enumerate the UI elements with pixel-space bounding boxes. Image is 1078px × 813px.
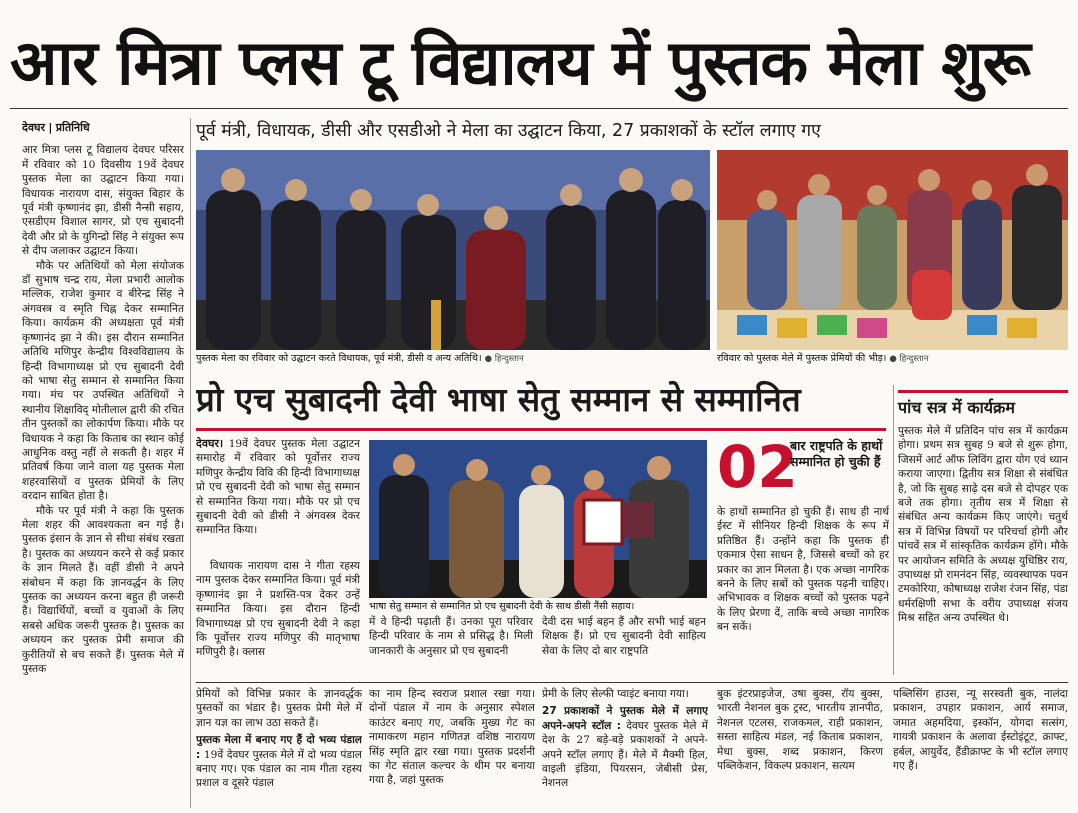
main-headline: आर मित्रा प्लस टू विद्यालय में पुस्तक मेला शुरू [10,26,1030,99]
inauguration-photo [196,150,710,350]
photo1-caption [196,352,710,366]
bottom-col-2 [369,687,535,811]
story2-col-d-text: देवी दस भाई बहन हैं और सभी भाई बहन शिक्षक हैं। प्रो एच सुबादनी देवी साहित्य सेवा के लिए दो बार राष्ट्रपति [542,616,706,657]
photo2-caption-text: रविवार को पुस्तक मेले में पुस्तक प्रेमियों की भीड़। [717,353,887,364]
story2-col-a-text: 19वें देवघर पुस्तक मेला उद्घाटन समारोह में रविवार को पूर्वोत्तर राज्य मणिपुर केन्द्रीय विवि की हिन्दी विभागाध्यक्ष प्रो एच सुबादनी देवी को भाषा सेतु सम्मान से सम्मानित किया गया। मौके पर प्रो एच सुबादनी देवी को डीसी ने अंगवस्त्र देकर सम्मानित किया। [196,438,360,537]
photo2-caption [717,352,1068,366]
bottom-col-3-rest: देवघर पुस्तक मेले में देश के 27 बड़े-बड़े प्रकाशकों ने अपने- अपने स्टॉल लगाए हैं। मेले में मैक्मी हिल, वाइली इंडिया, पियरसन, जेबीसी प्रेस, नेशनल [542,719,708,790]
byline-place: देवघर [22,121,45,134]
bottom-col-1-subhead: पुस्तक मेला में बनाए गए हैं दो भव्य पंडाल : [196,734,362,761]
highlight-text: बार राष्ट्रपति के हाथों सम्मानित हो चुकी हैं [790,438,883,469]
subheadline: पूर्व मंत्री, विधायक, डीसी और एसडीओ ने मेला का उद्घाटन किया, 27 प्रकाशकों के स्टॉल लगाए गए [196,121,821,141]
bottom-col-1-rest: 19वें देवघर पुस्तक मेले में दो भव्य पंडाल बनाए गए। एक पंडाल का नाम गीता रहस्य प्रशाल व दूसरे पंडाल [196,748,362,790]
bottom-col-4 [717,687,883,811]
bottom-col-1 [196,687,362,811]
highlight-continued-text: के हाथों सम्मानित हो चुकी हैं। साथ ही नार्थ ईस्ट में सीनियर हिन्दी शिक्षक के रूप में प्रतिष्ठित हैं। उन्होंने कहा कि पुस्तक ही एकमात्र ऐसा साधन है, जिससे बच्चों को हर प्रकार का ज्ञान मिलता है। एक अच्छा नागरिक बनने के लिए सबों को पुस्तक पढ़नी चाहिए। अभिभावक व शिक्षक बच्चों को पुस्तक पढ़ने के लिए प्रेरणा दें, ताकि बच्चे अच्छा नागरिक बन सकें। [717,506,889,634]
left-para-2: मौके पर अतिथियों को मेला संयोजक डॉ सुभाष चन्द्र राय, मेला प्रभारी आलोक मल्लिक, राजेश कुमार व बीरेन्द्र सिंह ने अंगवस्त्र व स्मृति चिह्न देकर सम्मानित किया। कार्यक्रम की अध्यक्षता पूर्व मंत्री कृष्णानंद झा ने की। इस दौरान सम्मानित अतिथि मणिपुर केन्द्रीय विश्वविद्यालय के हिन्दी विभागाध्यक्ष प्रो एच सुबादनी देवी को भाषा सेतु सम्मान से सम्मानित किया गया। मंच पर उपस्थित अतिथियों ने स्थानीय शिक्षाविद् मोतीलाल द्वारी की रचित तीन पुस्तकों का लोकार्पण किया। मौके पर विधायक ने कहा कि किताब का स्थान कोई आधुनिक वस्तु नहीं ले सकती है। शहर में प्रतिवर्ष किया जाने वाला यह पुस्तक मेला शहरवासियों व पुस्तक प्रेमियों के लिए वरदान साबित होता है। [22,259,184,503]
photo1-caption-text: पुस्तक मेला का रविवार को उद्घाटन करते विधायक, पूर्व मंत्री, डीसी व अन्य अतिथि। [196,353,482,364]
byline-reporter: प्रतिनिधि [55,121,90,134]
story2-col-d [542,615,706,675]
photo3-caption: भाषा सेतु सम्मान से सम्मानित प्रो एच सुबादनी देवी के साथ डीसी नैंसी सहाय। [369,601,635,612]
bottom-col-1-text: प्रेमियों को विभिन्न प्रकार के ज्ञानवर्द्धक पुस्तकों का भंडार है। पुस्तक प्रेमी मेले में ज्ञान यज्ञ का लाभ उठा सकते हैं। [196,688,362,729]
sidebar-body [898,424,1068,676]
story2-col-a [196,437,360,555]
bottom-col-5 [893,687,1068,811]
story2-col-c [369,615,533,675]
sidebar-divider [893,385,894,675]
bottom-rule [196,682,1068,683]
bottom-col-3-text: प्रेमी के लिए सेल्फी प्वाइंट बनाया गया। [542,688,689,700]
second-headline-rule [196,428,886,431]
story2-col-c-text: में वे हिन्दी पढ़ाती हैं। उनका पूरा परिवार हिन्दी परिवार के नाम से प्रसिद्ध है। मिली जानकारी के अनुसार प्रो एच सुबादनी [369,616,533,657]
story2-col-b-text: विधायक नारायण दास ने गीता रहस्य नाम पुस्तक देकर सम्मानित किया। पूर्व मंत्री कृष्णानंद झा ने प्रशस्ति-पत्र देकर उन्हें सम्मानित किया। इस दौरान हिन्दी विभागाध्यक्ष प्रो एच सुबादनी देवी ने कहा कि पूर्वोत्तर राज्य मणिपुर की मातृभाषा मणिपुरी है। क्लास [196,560,360,659]
bottom-col-5-text: पब्लिसिंग हाउस, न्यू सरस्वती बुक, नालंदा प्रकाशन, उपहार प्रकाशन, आर्य समाज, जमात अहमदिया, इस्कॉन, योगदा सत्संग, गायत्री प्रकाशन के अलावा ईस्टोइंटूट, क्राफ्ट, हर्बल, आयुर्वेद, हैंडीक्राफ्ट के भी स्टॉल लगाए गए हैं। [893,688,1068,773]
bottom-col-3 [542,687,708,811]
bottom-col-3-subhead: 27 प्रकाशकों ने पुस्तक मेले में लगाए अपने-अपने स्टॉल : [542,705,708,732]
award-photo [369,440,707,598]
headline-rule [10,108,1068,109]
photo2-credit: ● हिन्दुस्तान [889,354,929,364]
second-headline: प्रो एच सुबादनी देवी भाषा सेतु सम्मान से सम्मानित [196,380,801,419]
highlight-number: 02 [717,433,798,501]
left-para-3: मौके पर पूर्व मंत्री ने कहा कि पुस्तक मेला शहर की आवश्यकता बन गई है। पुस्तक इंसान के ज्ञान से सीधा संबंध रखता है। पुस्तक का अध्ययन करने से कई प्रकार के ज्ञान मिलते हैं। वहीं डीसी ने अपने संबोधन में कहा कि ज्ञानवर्द्धन के लिए पुस्तक का अध्ययन करना बहुत ही जरूरी है। विद्यार्थियों, बच्चों व युवाओं के लिए सबसे अधिक जरूरी पुस्तक है। पुस्तक का अध्ययन कर पुस्तक प्रेमी समाज की कुरीतियों से बच सकते हैं। पुस्तक मेले में पुस्तक [22,504,184,676]
sidebar-body-text: पुस्तक मेले में प्रतिदिन पांच सत्र में कार्यक्रम होगा। प्रथम सत्र सुबह 9 बजे से शुरू होगा, जिसमें आर्ट ऑफ लिविंग द्वारा योग एवं ध्यान कराया जाएगा। द्वितीय सत्र शिक्षा से संबंधित है, जो कि सुबह साढ़े दस बजे से दोपहर एक बजे तक होगा। तृतीय सत्र में शिक्षा से संबंधित अन्य कार्यक्रम किए जाएंगे। चतुर्थ सत्र में विभिन्न विषयों पर परिचर्चा होगी और पांचवें सत्र में सांस्कृतिक कार्यक्रम होंगे। मौके पर आयोजन समिति के अध्यक्ष युधिष्ठिर राय, उपाध्यक्ष प्रो रामनंदन सिंह, व्यवस्थापक पवन टमकोरिया, कोषाध्यक्ष राजेश रंजन सिंह, पंडा धर्मरक्षिणी सभा के वरीय उपाध्यक्ष संजय मिश्र सहित अन्य उपस्थित थे। [898,425,1068,625]
crowd-photo [717,150,1068,350]
column-divider [190,118,191,808]
bottom-col-4-text: बुक इंटरप्राइजेज, उषा बुक्स, रॉय बुक्स, भारती नेशनल बुक ट्रस्ट, भारतीय ज्ञानपीठ, नेशनल एटलस, राजकमल, राही प्रकाशन, सस्ता साहित्य मंडल, नई किताब प्रकाशन, मेधा बुक्स, शब्द प्रकाशन, किरण पब्लिकेशन, विकल्प प्रकाशन, सत्यम [717,688,883,773]
left-column: देवघर | प्रतिनिधि आर मित्रा प्लस टू विद्यालय देवघर परिसर में रविवार को 10 दिवसीय 19वें देवघर पुस्तक मेला का उद्घाटन किया गया। विधायक नारायण दास, संयुक्त बिहार के पूर्व मंत्री कृष्णानंद झा, डीसी नैन्सी सहाय, एसडीएम विशाल सागर, प्रो एच सुबादनी देवी और प्रो के युगिन्द्रो सिंह ने संयुक्त रूप से दीप जलाकर उद्घाटन किया। मौके पर अतिथियों को मेला संयोजक डॉ सुभाष चन्द्र राय, मेला प्रभारी आलोक मल्लिक, राजेश कुमार व बीरेन्द्र सिंह ने अंगवस्त्र व स्मृति चिह्न देकर सम्मानित किया। कार्यक्रम की अध्यक्षता पूर्व मंत्री कृष्णानंद झा ने की। इस दौरान सम्मानित अतिथि मणिपुर केन्द्रीय विश्वविद्यालय के हिन्दी विभागाध्यक्ष प्रो एच सुबादनी देवी को भाषा सेतु सम्मान से सम्मानित किया गया। मंच पर उपस्थित अतिथियों ने स्थानीय शिक्षाविद् मोतीलाल द्वारी की रचित तीन पुस्तकों का लोकार्पण किया। मौके पर विधायक ने कहा कि किताब का स्थान कोई आधुनिक वस्तु नहीं ले सकती है। शहर में प्रतिवर्ष किया जाने वाला यह पुस्तक मेला शहरवासियों व पुस्तक प्रेमियों के लिए वरदान साबित होता है। मौके पर पूर्व मंत्री ने कहा कि पुस्तक मेला शहर की आवश्यकता बन गई है। पुस्तक इंसान के ज्ञान से सीधा संबंध रखता है। पुस्तक का अध्ययन करने से कई प्रकार के ज्ञान मिलते हैं। वहीं डीसी ने अपने संबोधन में कहा कि ज्ञानवर्द्धन के लिए पुस्तक का अध्ययन करना बहुत ही जरूरी है। विद्यार्थियों, बच्चों व युवाओं के लिए सबसे अधिक जरूरी पुस्तक है। पुस्तक का अध्ययन कर पुस्तक प्रेमी समाज की कुरीतियों से बच सकते हैं। पुस्तक मेले में पुस्तक [22,121,184,676]
bottom-col-2-text: का नाम हिन्द स्वराज प्रशाल रखा गया। दोनों पंडाल में नाम के अनुसार स्पेशल काउंटर बनाए गए, जबकि मुख्य गेट का नामाकरण महान गणितज्ञ वशिष्ठ नारायण सिंह स्मृति द्वार रखा गया। पुस्तक प्रदर्शनी का गेट संताल कल्चर के थीम पर बनाया गया है, जहां पुस्तक [369,688,535,787]
sidebar-title: पांच सत्र में कार्यक्रम [898,390,1068,423]
story2-place: देवघर। [196,437,224,450]
left-para-1: आर मित्रा प्लस टू विद्यालय देवघर परिसर में रविवार को 10 दिवसीय 19वें देवघर पुस्तक मेला का उद्घाटन किया गया। विधायक नारायण दास, संयुक्त बिहार के पूर्व मंत्री कृष्णानंद झा, डीसी नैन्सी सहाय, एसडीएम विशाल सागर, प्रो एच सुबादनी देवी और प्रो के युगिन्द्रो सिंह ने संयुक्त रूप से दीप जलाकर उद्घाटन किया। [22,144,184,258]
photo1-credit: ● हिन्दुस्तान [484,354,524,364]
highlight-continued [717,505,889,677]
